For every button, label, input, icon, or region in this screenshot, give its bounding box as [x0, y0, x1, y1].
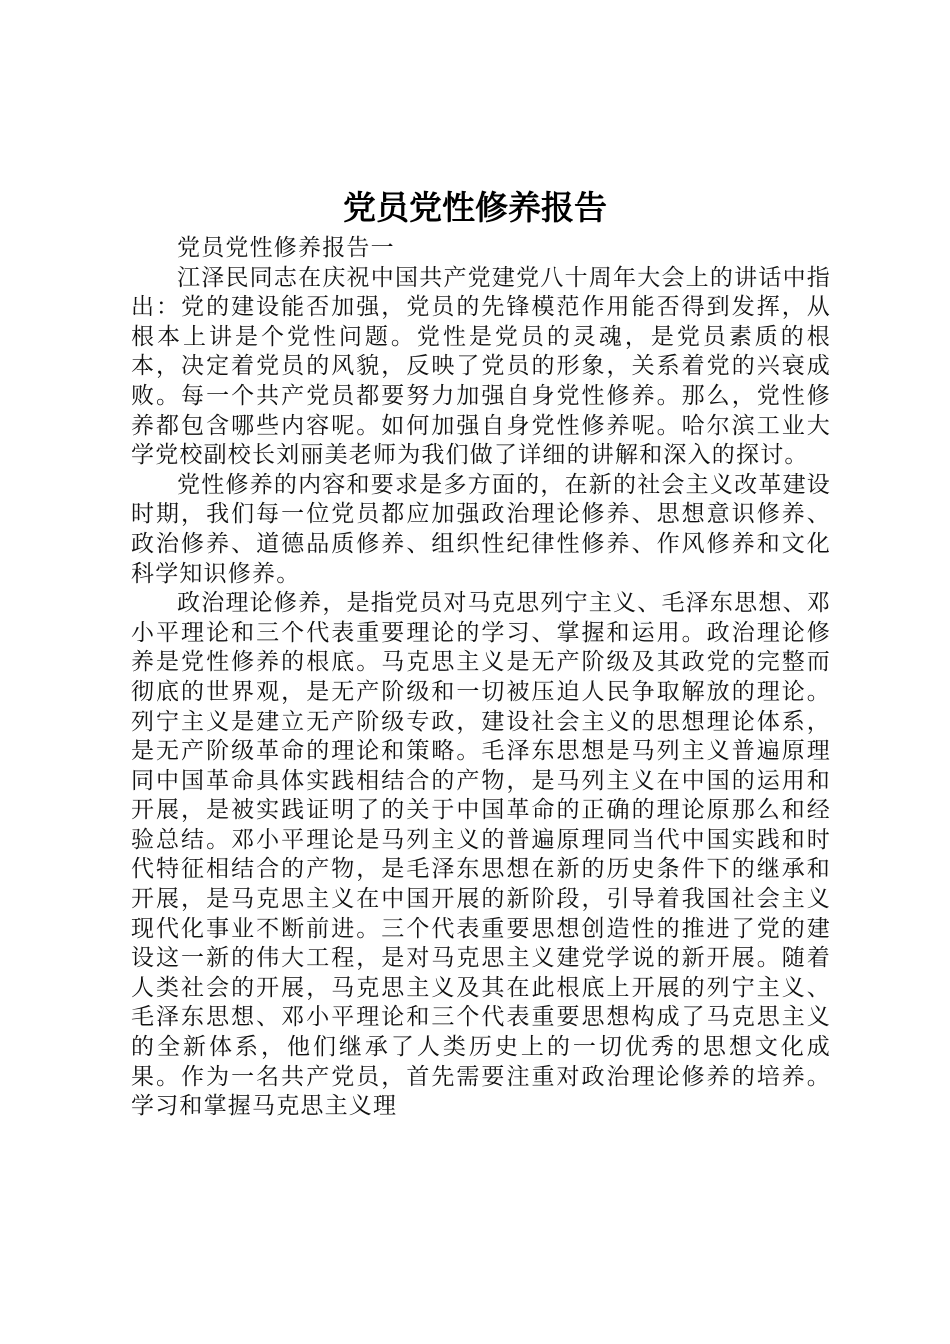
- document-title: 党员党性修养报告: [343, 188, 607, 227]
- body-paragraph: 江泽民同志在庆祝中国共产党建党八十周年大会上的讲话中指出：党的建设能否加强，党员的先锋模范作用能否得到发挥，从根本上讲是个党性问题。党性是党员的灵魂，是党员素质的根本，决定着党员的风貌，反映了党员的形象，关系着党的兴衰成败。每一个共产党员都要努力加强自身党性修养。那么，党性修养都包含哪些内容呢。如何加强自身党性修养呢。哈尔滨工业大学党校副校长刘丽美老师为我们做了详细的讲解和深入的探讨。: [131, 264, 831, 469]
- subtitle-paragraph: 党员党性修养报告一: [177, 235, 395, 261]
- document-body: [131, 234, 831, 1122]
- body-paragraph: 党性修养的内容和要求是多方面的，在新的社会主义改革建设时期，我们每一位党员都应加强政治理论修养、思想意识修养、政治修养、道德品质修养、组织性纪律性修养、作风修养和文化科学知识修养。: [131, 471, 831, 587]
- body-paragraph: 政治理论修养，是指党员对马克思列宁主义、毛泽东思想、邓小平理论和三个代表重要理论的学习、掌握和运用。政治理论修养是党性修养的根底。马克思主义是无产阶级及其政党的完整而彻底的世界观，是无产阶级和一切被压迫人民争取解放的理论。列宁主义是建立无产阶级专政，建设社会主义的思想理论体系，是无产阶级革命的理论和策略。毛泽东思想是马列主义普遍原理同中国革命具体实践相结合的产物，是马列主义在中国的运用和开展，是被实践证明了的关于中国革命的正确的理论原那么和经验总结。邓小平理论是马列主义的普遍原理同当代中国实践和时代特征相结合的产物，是毛泽东思想在新的历史条件下的继承和开展，是马克思主义在中国开展的新阶段，引导着我国社会主义现代化事业不断前进。三个代表重要思想创造性的推进了党的建设这一新的伟大工程，是对马克思主义建党学说的新开展。随着人类社会的开展，马克思主义及其在此根底上开展的列宁主义、毛泽东思想、邓小平理论和三个代表重要思想构成了马克思主义的全新体系，他们继承了人类历史上的一切优秀的思想文化成果。作为一名共产党员，首先需要注重对政治理论修养的培养。学习和掌握马克思主义理: [131, 590, 831, 1120]
